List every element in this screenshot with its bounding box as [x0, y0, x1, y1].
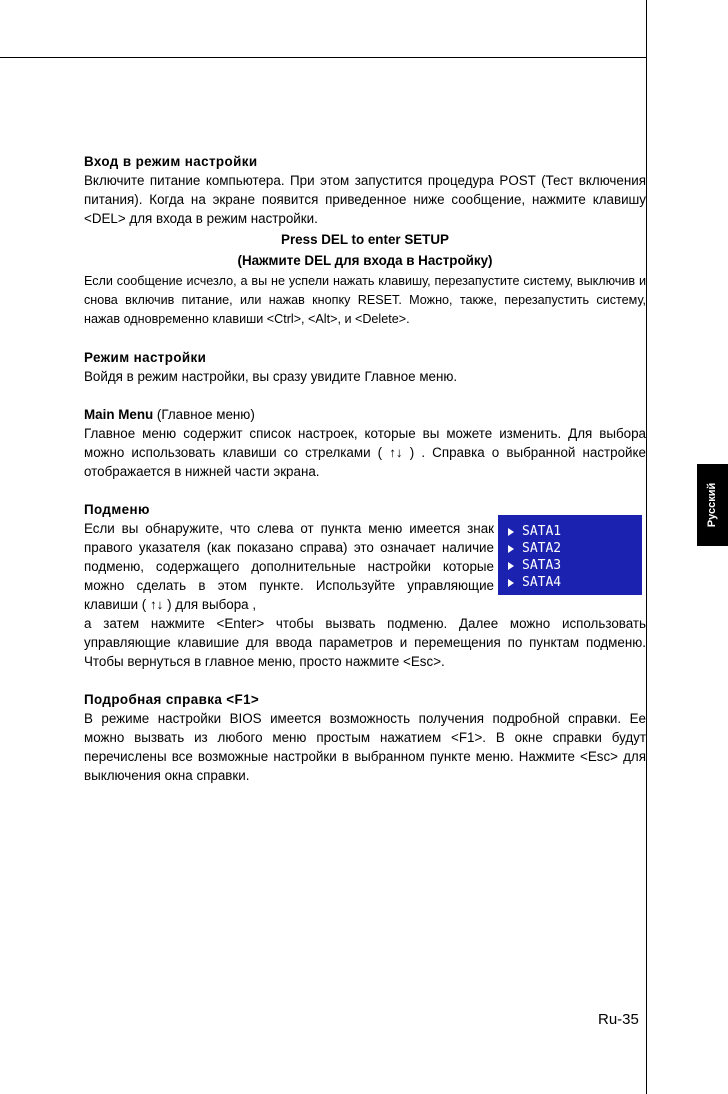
section-title-enter: Вход в режим настройки [84, 154, 258, 169]
language-side-tab-label: Русский [706, 482, 719, 528]
section-title-submenu: Подменю [84, 502, 150, 517]
setup-message-ru: (Нажмите DEL для входа в Настройку) [237, 253, 493, 268]
section-body-submenu-side: Если вы обнаружите, что слева от пункта меню имеется знак правого указателя (как показано справа) это означает наличие подменю, содержащего дополнительные настройки которые можно сделать в этом пункте. Используйте управляющие клавиши ( ↑↓ ) для выбора , [84, 521, 494, 612]
bios-submenu-item [508, 557, 642, 574]
section-note-enter: Если сообщение исчезло, а вы не успели нажать клавишу, перезапустите систему, выключив и снова включив питание, или нажав кнопку RESET. Можно, также, перезапустить систему, нажав одновременно клавиши <Ctrl>, <Alt>, и <Delete>. [84, 274, 646, 326]
header-rule [0, 57, 646, 58]
page-number: Ru-35 [598, 1011, 639, 1028]
submenu-block [84, 500, 646, 671]
section-body-help: В режиме настройки BIOS имеется возможность получения подробной справки. Ее можно вызвать из любого меню простым нажатием <F1>. В окне справки будут перечислены все возможные настройки в выбранном пункте меню. Нажмите <Esc> для выключения окна справки. [84, 711, 646, 783]
section-body-main-menu: Главное меню содержит список настроек, которые вы можете изменить. Для выбора можно использовать клавиши со стрелками ( ↑↓ ) . Справка о выбранной настройке отображается в нижней части экрана. [84, 426, 646, 479]
section-body-enter: Включите питание компьютера. При этом запустится процедура POST (Тест включения питания). Когда на экране появится приведенное ниже сообщение, нажмите клавишу <DEL> для входа в режим настройки. [84, 173, 646, 226]
bios-submenu-item-label: SATA3 [522, 558, 562, 573]
bios-submenu-item-label: SATA4 [522, 575, 562, 590]
bios-submenu-item [508, 540, 642, 557]
bios-submenu-item-label: SATA2 [522, 541, 562, 556]
bios-submenu-item [508, 523, 642, 540]
section-body-submenu-full: а затем нажмите <Enter> чтобы вызвать подменю. Далее можно использовать управляющие клавишие для ввода параметров и перемещения по пунктам подменю. Чтобы вернуться в главное меню, просто нажмите <Esc>. [84, 616, 646, 669]
bios-submenu-item [508, 574, 642, 591]
page-content [84, 152, 646, 785]
section-title-help: Подробная справка <F1> [84, 692, 260, 707]
margin-rule [646, 0, 647, 1094]
pointer-arrow-icon [508, 528, 514, 536]
section-title-main-menu-suffix: (Главное меню) [153, 407, 255, 422]
section-title-setup-mode: Режим настройки [84, 350, 207, 365]
setup-message-en: Press DEL to enter SETUP [281, 232, 449, 247]
bios-submenu-screenshot [498, 515, 642, 595]
pointer-arrow-icon [508, 545, 514, 553]
pointer-arrow-icon [508, 562, 514, 570]
section-heading-main-menu [84, 405, 646, 424]
language-side-tab [697, 464, 728, 546]
bios-submenu-item-label: SATA1 [522, 524, 562, 539]
pointer-arrow-icon [508, 579, 514, 587]
section-title-main-menu: Main Menu [84, 407, 154, 422]
section-body-setup-mode: Войдя в режим настройки, вы сразу увидите Главное меню. [84, 369, 458, 384]
